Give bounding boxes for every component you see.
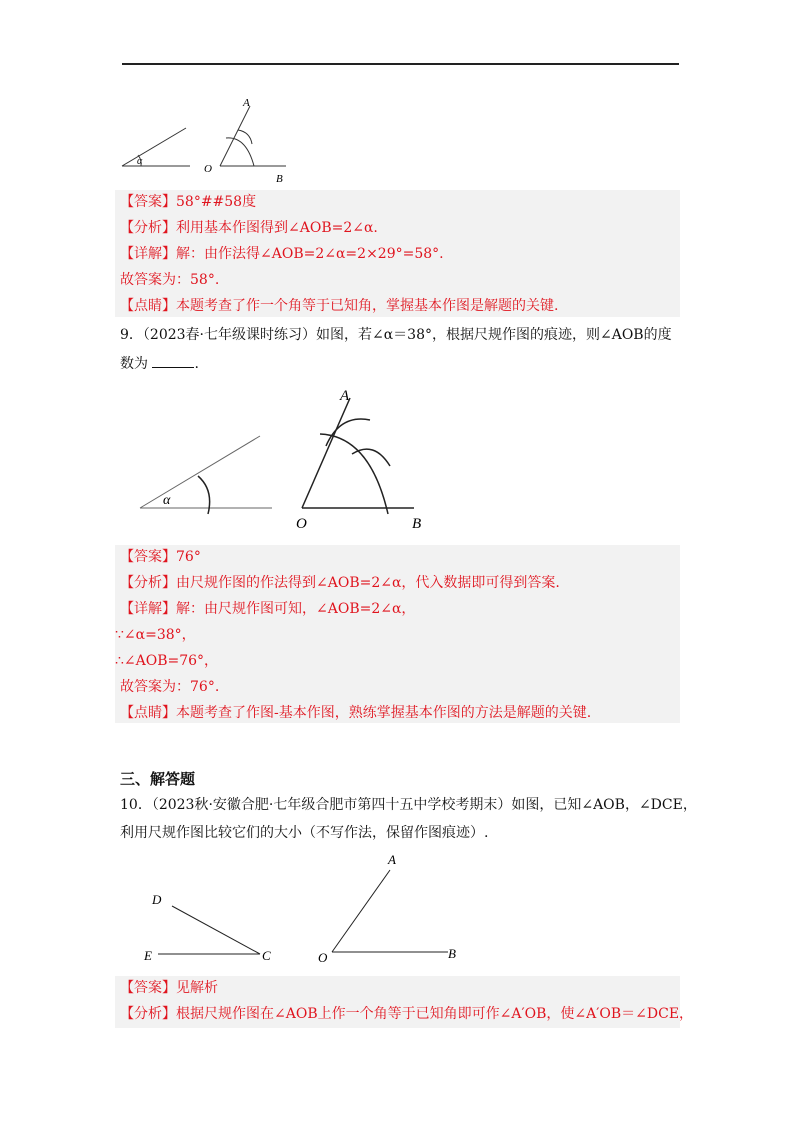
q8-label-b: B [276,173,283,184]
q10-line2: 利用尺规作图比较它们的大小（不写作法，保留作图痕迹）. [120,825,489,841]
q9-label-o: O [296,516,307,532]
q9-line1: 9．（2023春·七年级课时练习）如图，若∠α＝38°，根据尺规作图的痕迹，则∠AOB的度 [120,327,672,343]
section-title: 三、解答题 [120,770,196,788]
q10-label-a: A [388,852,396,867]
q9-analysis: 【分析】由尺规作图的作法得到∠AOB=2∠α，代入数据即可得到答案. [120,575,560,591]
q10-label-b: B [448,946,456,961]
q8-analysis: 【分析】利用基本作图得到∠AOB=2∠α. [120,220,378,236]
q8-label-a: A [243,97,250,109]
q9-prefix: 数为 [120,356,148,372]
q10-label-c: C [262,948,271,963]
q9-answer-block [115,545,680,723]
q9-conclusion: 故答案为：76°. [120,679,220,695]
q9-line2 [120,355,199,373]
q9-suffix: . [194,356,199,372]
q9-figure [130,384,440,534]
q8-comment: 【点睛】本题考查了作一个角等于已知角，掌握基本作图是解题的关键. [120,298,559,314]
q9-label-b: B [412,516,422,532]
q9-step1: ∵∠α=38°， [115,627,196,643]
q9-step2: ∴∠AOB=76°， [115,653,219,669]
q10-figure [140,848,470,968]
q10-answer-block [115,976,694,1028]
q9-label-a: A [340,388,350,404]
q9-detail: 【详解】解：由尺规作图可知，∠AOB=2∠α， [120,601,416,617]
q8-figure [118,92,298,184]
q8-detail: 【详解】解：由作法得∠AOB=2∠α=2×29°=58°. [120,246,444,262]
q9-answer: 【答案】76° [120,549,201,565]
header-rule [122,63,679,65]
q10-label-d: D [152,892,162,907]
q9-alpha-label: α [163,493,171,508]
q10-answer: 【答案】见解析 [120,980,218,996]
q8-label-o: O [204,163,212,175]
q8-alpha-label: α [137,156,143,167]
q9-comment: 【点睛】本题考查了作图-基本作图，熟练掌握基本作图的方法是解题的关键. [120,705,592,721]
q10-label-e: E [144,948,152,963]
q10-analysis: 【分析】根据尺规作图在∠AOB上作一个角等于已知角即可作∠A′OB，使∠A′OB＝∠DCE， [120,1006,694,1022]
q10-line1: 10．（2023秋·安徽合肥·七年级合肥市第四十五中学校考期末）如图，已知∠AOB，∠DCE， [120,797,697,813]
q8-conclusion: 故答案为：58°. [120,272,220,288]
q10-label-o: O [318,950,328,965]
q8-answer-block [115,190,680,317]
q9-answer-blank [152,355,194,368]
q8-answer: 【答案】58°##58度 [120,194,257,210]
